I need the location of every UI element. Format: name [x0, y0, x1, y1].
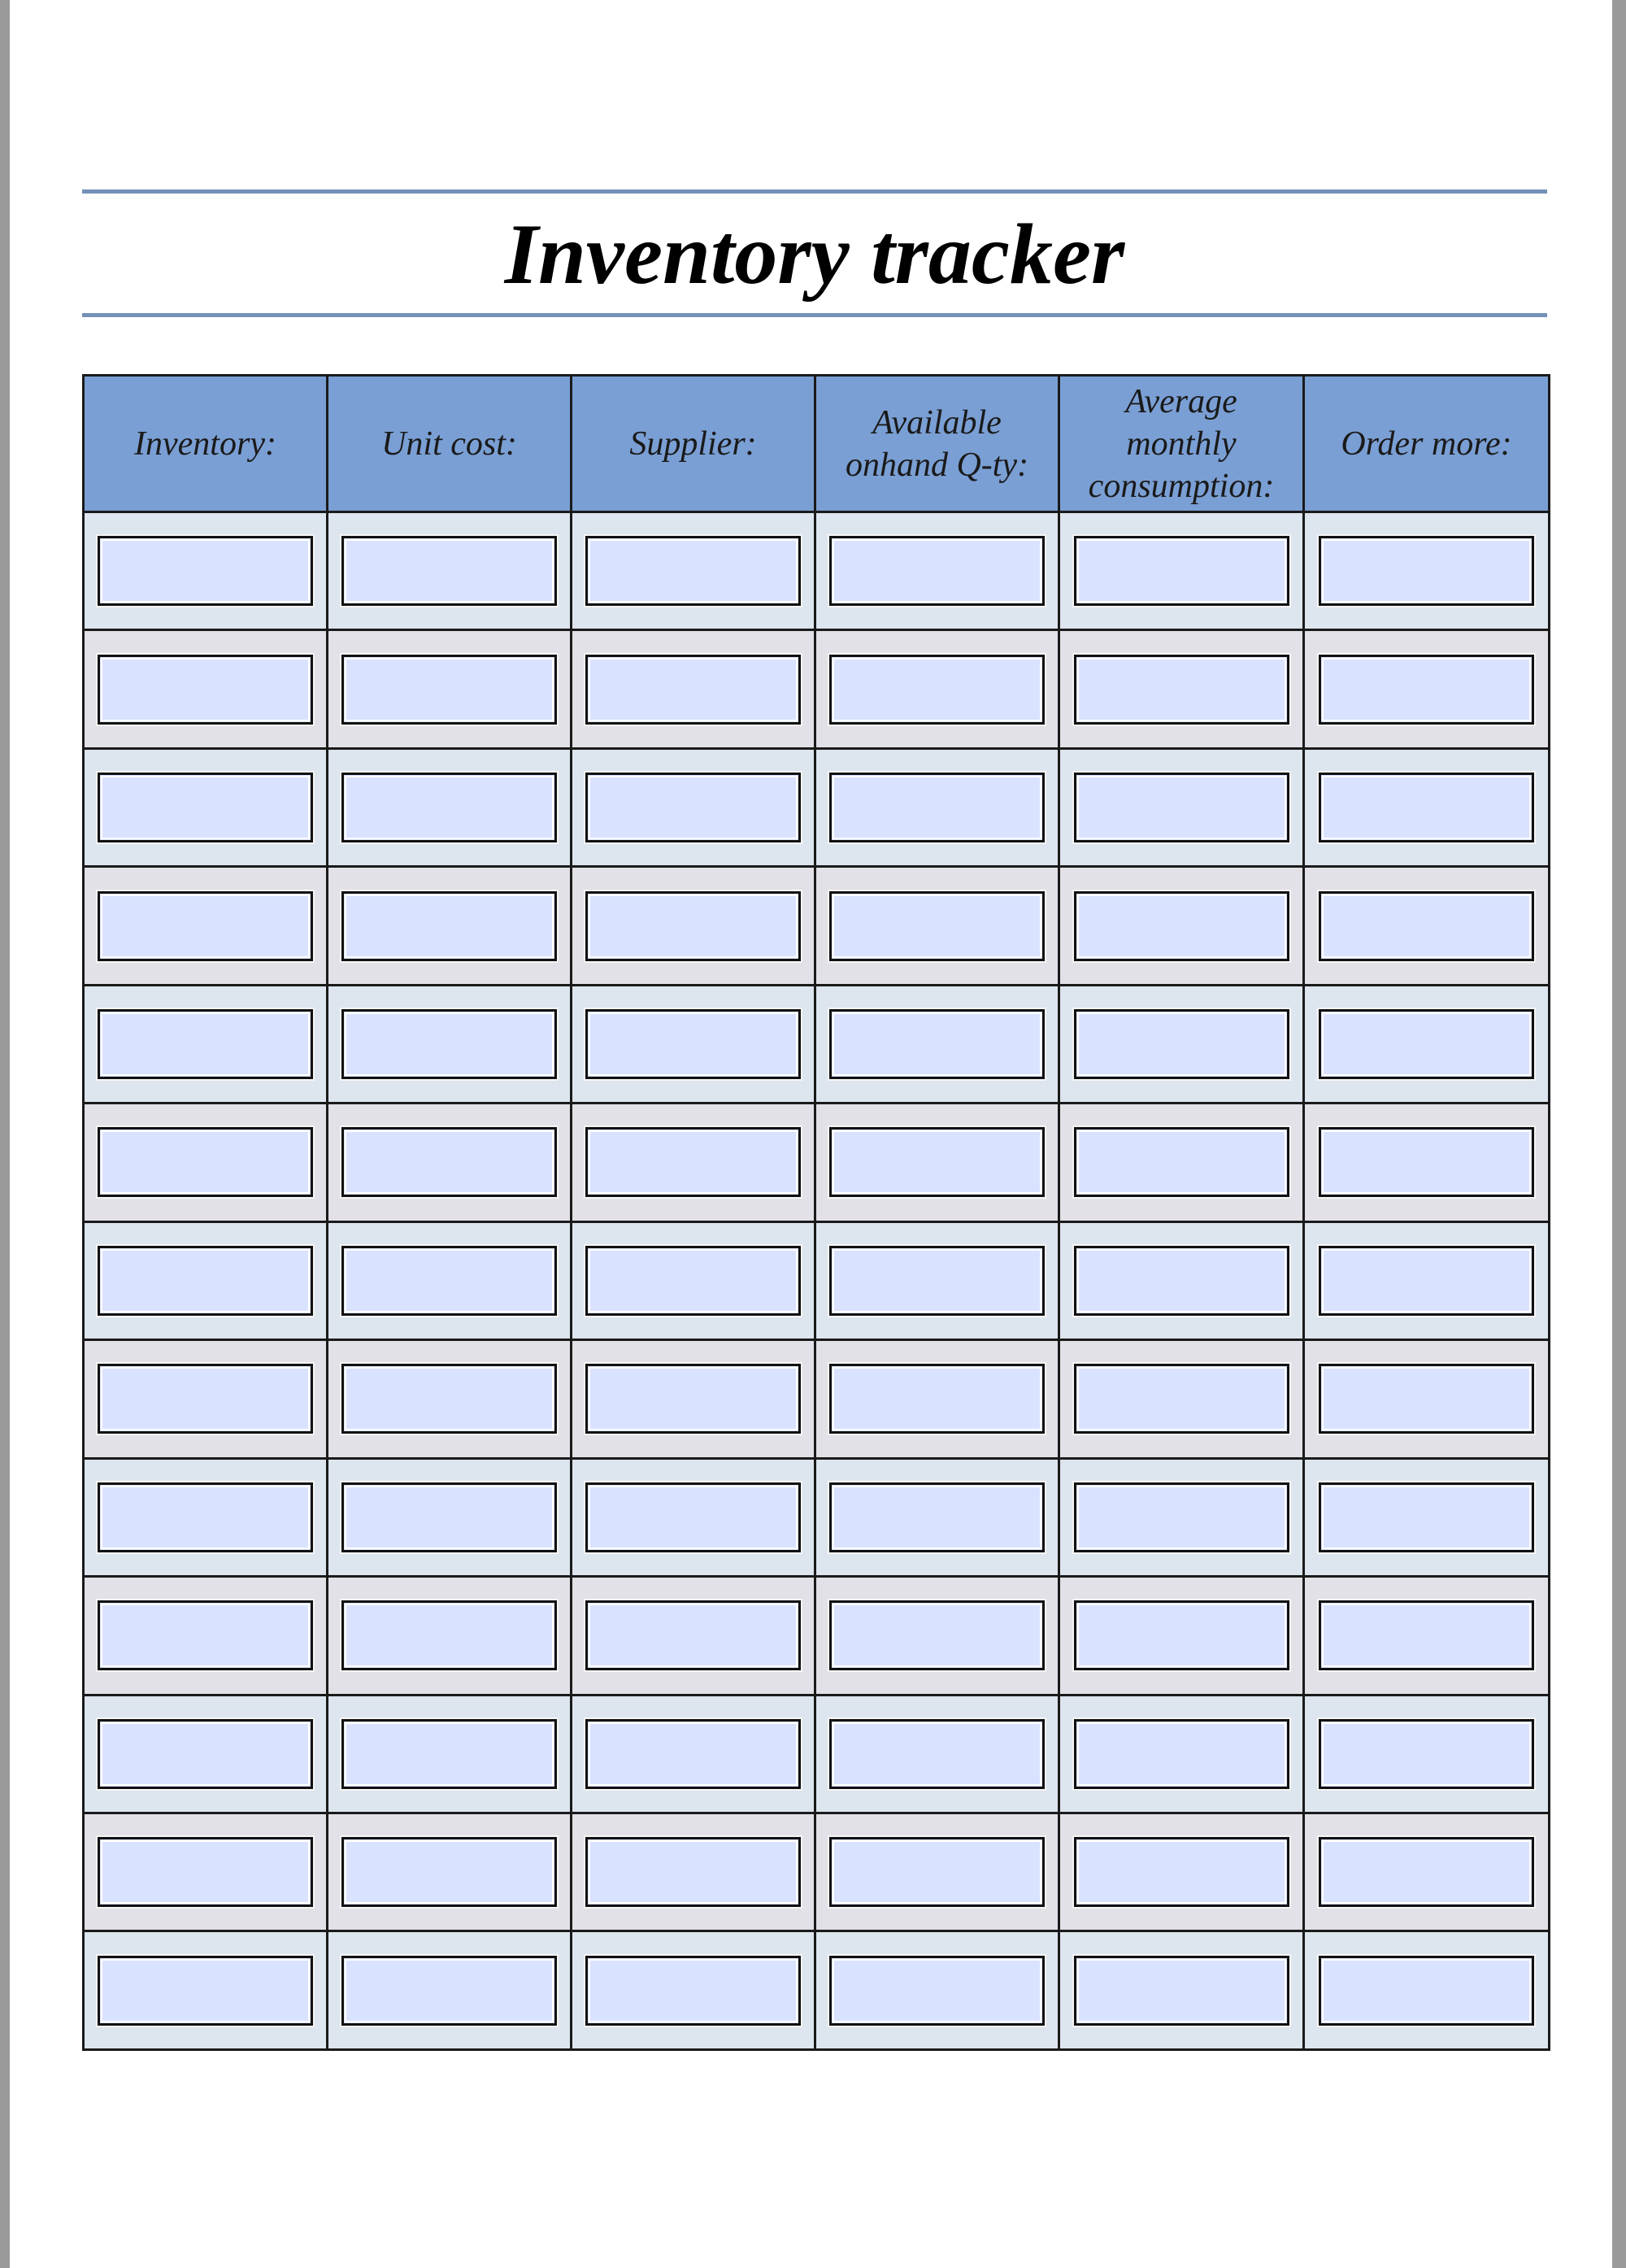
- field-wrap: [85, 1578, 326, 1693]
- table-cell-inventory: [84, 1931, 328, 2050]
- order-more-field[interactable]: [1319, 1009, 1534, 1079]
- field-wrap: [1305, 1341, 1548, 1456]
- supplier-field[interactable]: [585, 655, 801, 725]
- inventory-field[interactable]: [98, 891, 313, 961]
- table-cell-supplier: [572, 748, 815, 866]
- table-cell-supplier: [572, 630, 815, 748]
- title-top-rule: [82, 189, 1547, 194]
- table-cell-available-onhand-qty: [815, 1221, 1059, 1339]
- field-wrap: [816, 868, 1058, 983]
- table-cell-inventory: [84, 1577, 328, 1695]
- average-monthly-consumption-field[interactable]: [1074, 1956, 1289, 2026]
- table-row: [84, 867, 1550, 985]
- inventory-field[interactable]: [98, 655, 313, 725]
- field-wrap: [1305, 513, 1548, 629]
- field-wrap: [572, 750, 814, 865]
- supplier-field[interactable]: [585, 1719, 801, 1789]
- table-cell-average-monthly-consumption: [1059, 630, 1304, 748]
- available-onhand-qty-field[interactable]: [829, 1364, 1045, 1434]
- inventory-field[interactable]: [98, 1600, 313, 1670]
- field-wrap: [328, 1696, 570, 1812]
- inventory-field[interactable]: [98, 1719, 313, 1789]
- table-row: [84, 748, 1550, 866]
- inventory-field[interactable]: [98, 1127, 313, 1197]
- field-wrap: [1060, 631, 1302, 747]
- average-monthly-consumption-field[interactable]: [1074, 1482, 1289, 1552]
- table-cell-order-more: [1304, 1458, 1550, 1576]
- table-cell-supplier: [572, 1458, 815, 1576]
- supplier-field[interactable]: [585, 891, 801, 961]
- field-wrap: [572, 1460, 814, 1575]
- field-wrap: [328, 868, 570, 983]
- table-cell-order-more: [1304, 867, 1550, 985]
- inventory-table: [82, 374, 1550, 2051]
- field-wrap: [85, 1814, 326, 1930]
- table-cell-supplier: [572, 1695, 815, 1813]
- field-wrap: [1060, 1460, 1302, 1575]
- field-wrap: [1060, 1814, 1302, 1930]
- table-cell-supplier: [572, 512, 815, 630]
- field-wrap: [85, 1104, 326, 1220]
- table-cell-unit-cost: [328, 1813, 572, 1931]
- field-wrap: [816, 513, 1058, 629]
- supplier-field[interactable]: [585, 1482, 801, 1552]
- table-cell-available-onhand-qty: [815, 630, 1059, 748]
- header-unit-cost: Unit cost:: [328, 376, 572, 512]
- table-cell-supplier: [572, 1221, 815, 1339]
- table-cell-average-monthly-consumption: [1059, 867, 1304, 985]
- table-cell-order-more: [1304, 512, 1550, 630]
- table-row: [84, 1577, 1550, 1695]
- average-monthly-consumption-field[interactable]: [1074, 1364, 1289, 1434]
- field-wrap: [1305, 1460, 1548, 1575]
- field-wrap: [328, 1341, 570, 1456]
- table-row: [84, 1104, 1550, 1221]
- table-cell-average-monthly-consumption: [1059, 1340, 1304, 1458]
- unit-cost-field[interactable]: [341, 1837, 557, 1907]
- field-wrap: [1060, 1696, 1302, 1812]
- field-wrap: [328, 1932, 570, 2048]
- unit-cost-field[interactable]: [341, 1246, 557, 1316]
- table-cell-unit-cost: [328, 630, 572, 748]
- field-wrap: [816, 1460, 1058, 1575]
- order-more-field[interactable]: [1319, 1127, 1534, 1197]
- available-onhand-qty-field[interactable]: [829, 1600, 1045, 1670]
- table-cell-available-onhand-qty: [815, 748, 1059, 866]
- table-cell-average-monthly-consumption: [1059, 1104, 1304, 1221]
- field-wrap: [1060, 1578, 1302, 1693]
- table-cell-unit-cost: [328, 748, 572, 866]
- available-onhand-qty-field[interactable]: [829, 536, 1045, 606]
- table-cell-supplier: [572, 1104, 815, 1221]
- field-wrap: [1060, 986, 1302, 1102]
- field-wrap: [1305, 1223, 1548, 1339]
- field-wrap: [1305, 1932, 1548, 2048]
- inventory-field[interactable]: [98, 1837, 313, 1907]
- available-onhand-qty-field[interactable]: [829, 655, 1045, 725]
- inventory-field[interactable]: [98, 773, 313, 842]
- field-wrap: [1060, 1341, 1302, 1456]
- field-wrap: [1060, 513, 1302, 629]
- field-wrap: [816, 986, 1058, 1102]
- table-cell-unit-cost: [328, 985, 572, 1103]
- table-cell-available-onhand-qty: [815, 867, 1059, 985]
- field-wrap: [816, 1932, 1058, 2048]
- page-title: Inventory tracker: [504, 207, 1125, 302]
- table-cell-unit-cost: [328, 1695, 572, 1813]
- table-row: [84, 985, 1550, 1103]
- average-monthly-consumption-field[interactable]: [1074, 1009, 1289, 1079]
- table-cell-order-more: [1304, 1813, 1550, 1931]
- average-monthly-consumption-field[interactable]: [1074, 1127, 1289, 1197]
- unit-cost-field[interactable]: [341, 536, 557, 606]
- average-monthly-consumption-field[interactable]: [1074, 1246, 1289, 1316]
- unit-cost-field[interactable]: [341, 1364, 557, 1434]
- inventory-field[interactable]: [98, 1956, 313, 2026]
- field-wrap: [816, 1578, 1058, 1693]
- available-onhand-qty-field[interactable]: [829, 773, 1045, 842]
- header-average-monthly-consumption: Average monthly consumption:: [1059, 376, 1304, 512]
- table-cell-supplier: [572, 867, 815, 985]
- table-cell-average-monthly-consumption: [1059, 1221, 1304, 1339]
- field-wrap: [572, 1341, 814, 1456]
- available-onhand-qty-field[interactable]: [829, 1837, 1045, 1907]
- field-wrap: [816, 1696, 1058, 1812]
- table-cell-available-onhand-qty: [815, 1104, 1059, 1221]
- table-cell-order-more: [1304, 1221, 1550, 1339]
- table-cell-average-monthly-consumption: [1059, 985, 1304, 1103]
- average-monthly-consumption-field[interactable]: [1074, 536, 1289, 606]
- average-monthly-consumption-field[interactable]: [1074, 1600, 1289, 1670]
- inventory-field[interactable]: [98, 536, 313, 606]
- field-wrap: [1305, 986, 1548, 1102]
- unit-cost-field[interactable]: [341, 891, 557, 961]
- table-cell-supplier: [572, 1931, 815, 2050]
- field-wrap: [1305, 631, 1548, 747]
- table-row: [84, 1458, 1550, 1576]
- field-wrap: [572, 1104, 814, 1220]
- field-wrap: [85, 750, 326, 865]
- field-wrap: [572, 513, 814, 629]
- table-cell-average-monthly-consumption: [1059, 512, 1304, 630]
- table-cell-unit-cost: [328, 1577, 572, 1695]
- available-onhand-qty-field[interactable]: [829, 891, 1045, 961]
- order-more-field[interactable]: [1319, 1364, 1534, 1434]
- field-wrap: [85, 1223, 326, 1339]
- table-cell-unit-cost: [328, 512, 572, 630]
- table-cell-supplier: [572, 1577, 815, 1695]
- unit-cost-field[interactable]: [341, 1956, 557, 2026]
- order-more-field[interactable]: [1319, 1956, 1534, 2026]
- field-wrap: [816, 1341, 1058, 1456]
- available-onhand-qty-field[interactable]: [829, 1719, 1045, 1789]
- table-cell-supplier: [572, 985, 815, 1103]
- average-monthly-consumption-field[interactable]: [1074, 1719, 1289, 1789]
- supplier-field[interactable]: [585, 1127, 801, 1197]
- field-wrap: [572, 1814, 814, 1930]
- table-row: [84, 1813, 1550, 1931]
- field-wrap: [816, 1223, 1058, 1339]
- field-wrap: [85, 631, 326, 747]
- field-wrap: [816, 750, 1058, 865]
- field-wrap: [1305, 1104, 1548, 1220]
- inventory-field[interactable]: [98, 1364, 313, 1434]
- field-wrap: [85, 986, 326, 1102]
- available-onhand-qty-field[interactable]: [829, 1127, 1045, 1197]
- field-wrap: [1060, 1104, 1302, 1220]
- order-more-field[interactable]: [1319, 1482, 1534, 1552]
- average-monthly-consumption-field[interactable]: [1074, 891, 1289, 961]
- available-onhand-qty-field[interactable]: [829, 1246, 1045, 1316]
- table-row: [84, 512, 1550, 630]
- field-wrap: [1305, 1578, 1548, 1693]
- field-wrap: [572, 631, 814, 747]
- available-onhand-qty-field[interactable]: [829, 1956, 1045, 2026]
- unit-cost-field[interactable]: [341, 1127, 557, 1197]
- field-wrap: [85, 1460, 326, 1575]
- table-cell-order-more: [1304, 1577, 1550, 1695]
- field-wrap: [572, 1932, 814, 2048]
- supplier-field[interactable]: [585, 536, 801, 606]
- header-supplier: Supplier:: [572, 376, 815, 512]
- order-more-field[interactable]: [1319, 1600, 1534, 1670]
- table-cell-order-more: [1304, 1104, 1550, 1221]
- field-wrap: [572, 1696, 814, 1812]
- table-cell-average-monthly-consumption: [1059, 1577, 1304, 1695]
- supplier-field[interactable]: [585, 773, 801, 842]
- field-wrap: [816, 1814, 1058, 1930]
- field-wrap: [85, 1341, 326, 1456]
- inventory-field[interactable]: [98, 1246, 313, 1316]
- table-cell-available-onhand-qty: [815, 1813, 1059, 1931]
- average-monthly-consumption-field[interactable]: [1074, 773, 1289, 842]
- table-cell-average-monthly-consumption: [1059, 1813, 1304, 1931]
- table-cell-available-onhand-qty: [815, 512, 1059, 630]
- table-cell-unit-cost: [328, 1104, 572, 1221]
- table-cell-order-more: [1304, 985, 1550, 1103]
- table-cell-unit-cost: [328, 867, 572, 985]
- document-page: [10, 0, 1612, 2268]
- field-wrap: [328, 631, 570, 747]
- average-monthly-consumption-field[interactable]: [1074, 1837, 1289, 1907]
- table-body: [84, 512, 1550, 2050]
- table-cell-available-onhand-qty: [815, 1695, 1059, 1813]
- inventory-field[interactable]: [98, 1482, 313, 1552]
- unit-cost-field[interactable]: [341, 655, 557, 725]
- table-row: [84, 1340, 1550, 1458]
- field-wrap: [1060, 868, 1302, 983]
- table-row: [84, 630, 1550, 748]
- table-cell-inventory: [84, 512, 328, 630]
- order-more-field[interactable]: [1319, 773, 1534, 842]
- header-row: [84, 376, 1550, 512]
- field-wrap: [816, 631, 1058, 747]
- table-cell-inventory: [84, 1695, 328, 1813]
- table-row: [84, 1221, 1550, 1339]
- order-more-field[interactable]: [1319, 655, 1534, 725]
- table-cell-available-onhand-qty: [815, 1931, 1059, 2050]
- table-row: [84, 1931, 1550, 2050]
- header-available-onhand-qty: Available onhand Q-ty:: [815, 376, 1059, 512]
- table-cell-average-monthly-consumption: [1059, 1458, 1304, 1576]
- field-wrap: [1305, 750, 1548, 865]
- inventory-field[interactable]: [98, 1009, 313, 1079]
- unit-cost-field[interactable]: [341, 1719, 557, 1789]
- order-more-field[interactable]: [1319, 1719, 1534, 1789]
- available-onhand-qty-field[interactable]: [829, 1482, 1045, 1552]
- table-cell-order-more: [1304, 1931, 1550, 2050]
- table-cell-order-more: [1304, 1340, 1550, 1458]
- order-more-field[interactable]: [1319, 1837, 1534, 1907]
- table-cell-inventory: [84, 630, 328, 748]
- order-more-field[interactable]: [1319, 1246, 1534, 1316]
- field-wrap: [1060, 1223, 1302, 1339]
- table-cell-average-monthly-consumption: [1059, 1695, 1304, 1813]
- field-wrap: [328, 986, 570, 1102]
- table-cell-average-monthly-consumption: [1059, 1931, 1304, 2050]
- table-cell-unit-cost: [328, 1340, 572, 1458]
- table-cell-order-more: [1304, 630, 1550, 748]
- table-cell-inventory: [84, 1458, 328, 1576]
- order-more-field[interactable]: [1319, 891, 1534, 961]
- field-wrap: [85, 868, 326, 983]
- field-wrap: [328, 1814, 570, 1930]
- table-cell-inventory: [84, 985, 328, 1103]
- table-cell-supplier: [572, 1340, 815, 1458]
- table-cell-available-onhand-qty: [815, 1340, 1059, 1458]
- table-cell-inventory: [84, 1104, 328, 1221]
- table-cell-order-more: [1304, 748, 1550, 866]
- table-cell-unit-cost: [328, 1931, 572, 2050]
- table-cell-inventory: [84, 1813, 328, 1931]
- unit-cost-field[interactable]: [341, 773, 557, 842]
- table-cell-average-monthly-consumption: [1059, 748, 1304, 866]
- field-wrap: [572, 986, 814, 1102]
- supplier-field[interactable]: [585, 1246, 801, 1316]
- table-cell-inventory: [84, 748, 328, 866]
- field-wrap: [328, 513, 570, 629]
- field-wrap: [1305, 1696, 1548, 1812]
- table-cell-inventory: [84, 1221, 328, 1339]
- field-wrap: [85, 1932, 326, 2048]
- field-wrap: [328, 1104, 570, 1220]
- field-wrap: [816, 1104, 1058, 1220]
- order-more-field[interactable]: [1319, 536, 1534, 606]
- available-onhand-qty-field[interactable]: [829, 1009, 1045, 1079]
- supplier-field[interactable]: [585, 1364, 801, 1434]
- table-cell-available-onhand-qty: [815, 985, 1059, 1103]
- supplier-field[interactable]: [585, 1009, 801, 1079]
- field-wrap: [1060, 1932, 1302, 2048]
- field-wrap: [85, 513, 326, 629]
- table-cell-inventory: [84, 1340, 328, 1458]
- average-monthly-consumption-field[interactable]: [1074, 655, 1289, 725]
- field-wrap: [328, 1578, 570, 1693]
- table-row: [84, 1695, 1550, 1813]
- supplier-field[interactable]: [585, 1837, 801, 1907]
- supplier-field[interactable]: [585, 1956, 801, 2026]
- header-inventory: Inventory:: [84, 376, 328, 512]
- field-wrap: [85, 1696, 326, 1812]
- table-cell-inventory: [84, 867, 328, 985]
- unit-cost-field[interactable]: [341, 1009, 557, 1079]
- supplier-field[interactable]: [585, 1600, 801, 1670]
- field-wrap: [328, 1460, 570, 1575]
- field-wrap: [1305, 1814, 1548, 1930]
- field-wrap: [572, 1223, 814, 1339]
- table-cell-unit-cost: [328, 1458, 572, 1576]
- table-cell-available-onhand-qty: [815, 1577, 1059, 1695]
- table-cell-supplier: [572, 1813, 815, 1931]
- field-wrap: [328, 750, 570, 865]
- field-wrap: [1305, 868, 1548, 983]
- header-order-more: Order more:: [1304, 376, 1550, 512]
- unit-cost-field[interactable]: [341, 1482, 557, 1552]
- table-cell-order-more: [1304, 1695, 1550, 1813]
- title-bottom-rule: [82, 313, 1547, 317]
- table-cell-unit-cost: [328, 1221, 572, 1339]
- field-wrap: [1060, 750, 1302, 865]
- table-cell-available-onhand-qty: [815, 1458, 1059, 1576]
- field-wrap: [328, 1223, 570, 1339]
- field-wrap: [572, 868, 814, 983]
- field-wrap: [572, 1578, 814, 1693]
- unit-cost-field[interactable]: [341, 1600, 557, 1670]
